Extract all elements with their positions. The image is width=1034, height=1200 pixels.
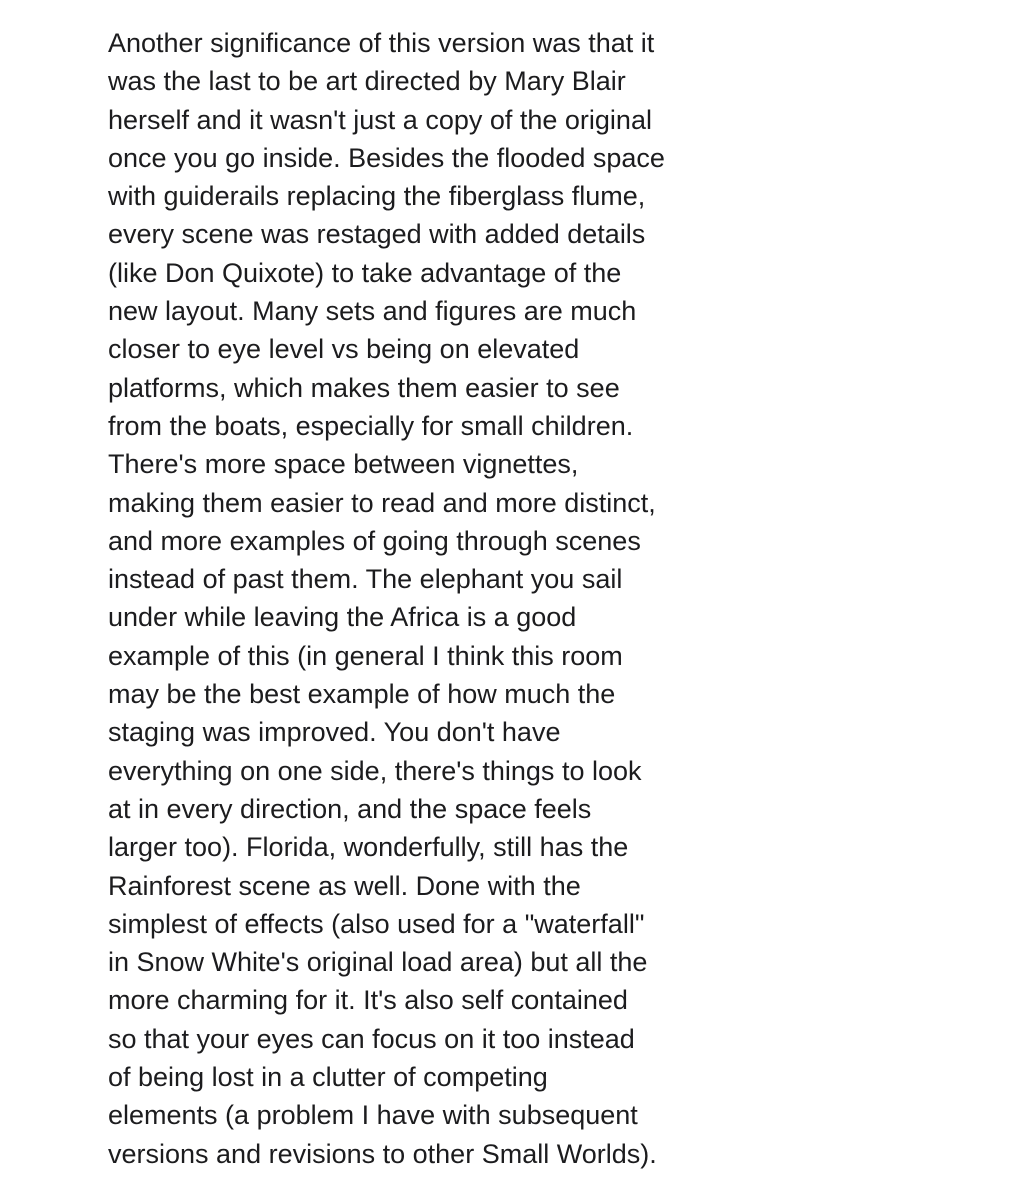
note-line: of being lost in a clutter of competing [108,1062,548,1093]
note-line: Rainforest scene as well. Done with the [108,870,581,901]
note-line: making them easier to read and more distinct, [108,487,656,518]
note-line: versions and revisions to other Small Worlds). [108,1138,657,1169]
note-line: instead of past them. The elephant you sail [108,564,623,595]
note-line: at in every direction, and the space feels [108,793,592,824]
note-line: elements (a problem I have with subsequent [108,1100,638,1131]
note-line: under while leaving the Africa is a good [108,602,577,633]
note-line: may be the best example of how much the [108,679,616,710]
note-line: new layout. Many sets and figures are much [108,296,637,327]
note-line: so that your eyes can focus on it too instead [108,1023,635,1054]
note-line: staging was improved. You don't have [108,717,561,748]
note-line: was the last to be art directed by Mary Blair [108,66,626,97]
note-line: simplest of effects (also used for a "waterfall" [108,908,645,939]
note-line: There's more space between vignettes, [108,449,579,480]
note-line: Another significance of this version was that it [108,28,655,58]
note-line: once you go inside. Besides the flooded space [108,142,665,173]
note-line: and more examples of going through scenes [108,525,641,556]
note-line: herself and it wasn't just a copy of the original [108,104,652,135]
note-line: platforms, which makes them easier to see [108,372,620,403]
note-line: from the boats, especially for small children. [108,410,634,441]
note-line: in Snow White's original load area) but all the [108,947,648,978]
note-line: closer to eye level vs being on elevated [108,334,580,365]
note-line: with guiderails replacing the fiberglass flume, [108,181,646,212]
note-line: larger too). Florida, wonderfully, still has the [108,832,629,863]
note-line: every scene was restaged with added details [108,219,646,250]
note-line: everything on one side, there's things to look [108,755,642,786]
note-body [108,24,748,1173]
note-line: (like Don Quixote) to take advantage of the [108,257,622,288]
note-line: more charming for it. It's also self contained [108,985,628,1016]
note-line: example of this (in general I think this room [108,640,623,671]
